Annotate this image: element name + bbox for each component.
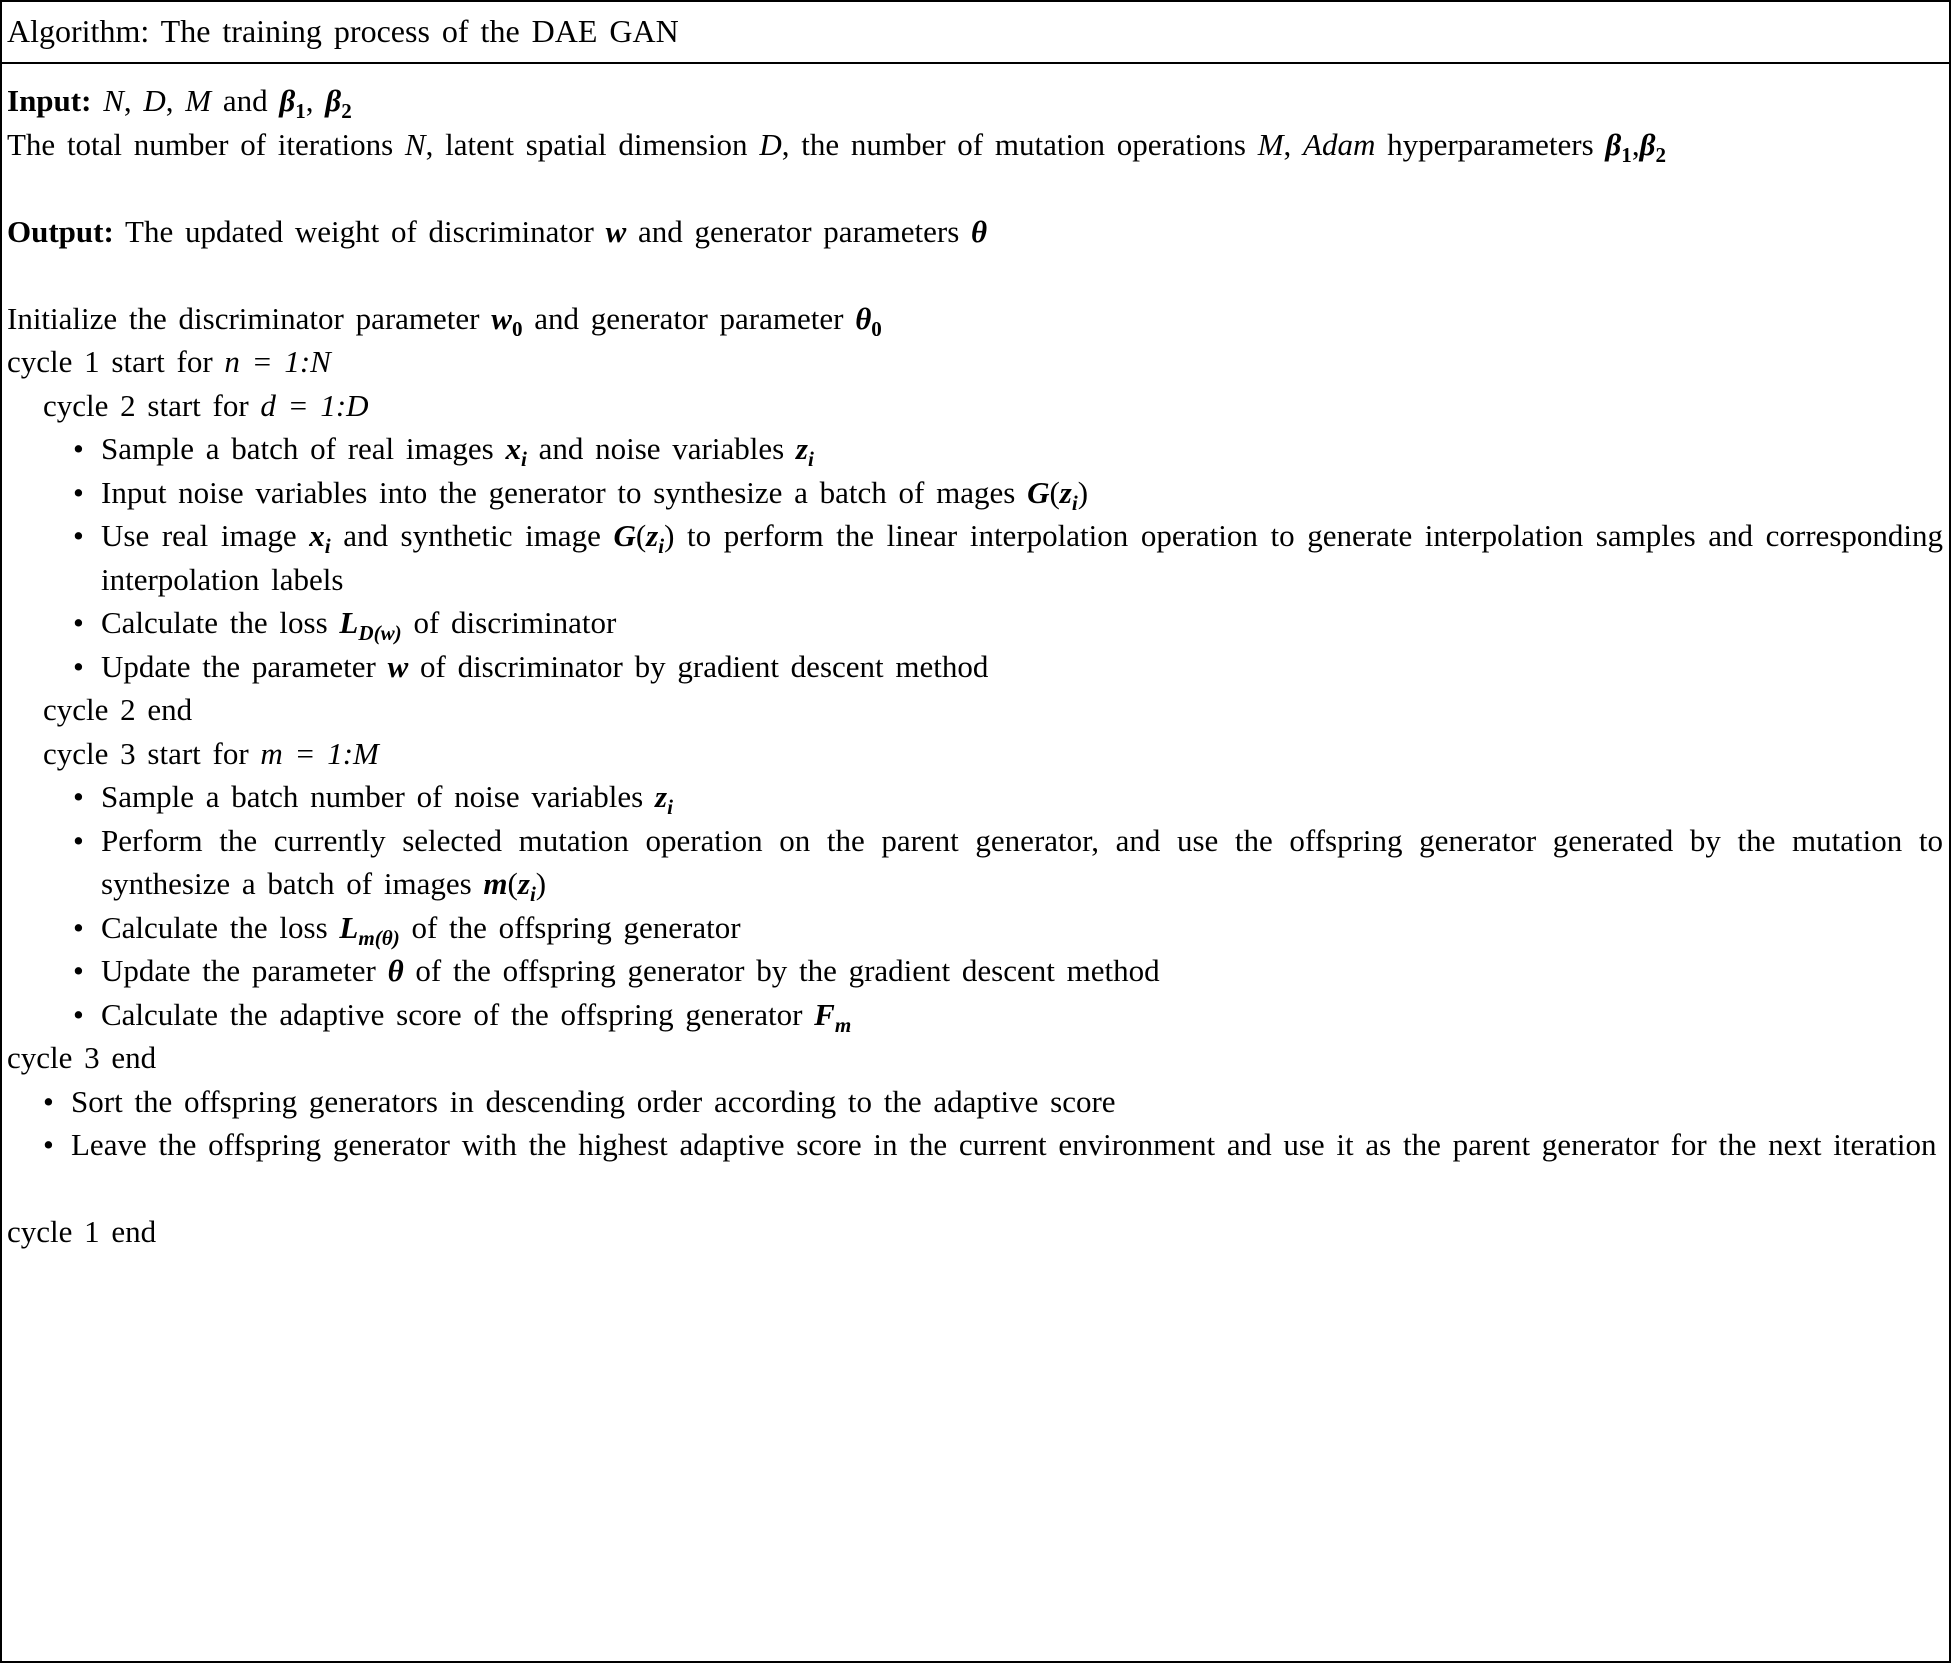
algorithm-line [7,1210,1943,1254]
text-segment: of discriminator [401,605,617,640]
text-segment: z [646,518,659,553]
text-segment: cycle 2 end [43,692,193,727]
line-text [101,601,1943,645]
text-segment: β [1605,126,1622,162]
algorithm-line [7,775,1943,819]
text-segment: cycle 3 start for [43,735,261,771]
text-segment: Adam [1303,126,1376,162]
text-segment [91,83,103,118]
line-text [101,949,1943,993]
text-segment: Calculate the loss [101,909,340,945]
bullet-icon: • [73,474,84,510]
text-segment: , [1283,126,1304,162]
text-segment: ( [635,518,647,553]
text-segment: x [309,518,325,553]
text-segment: Sort the offspring generators in descending order according to the adaptive score [71,1083,1116,1119]
text-segment: ) to perform the linear interpolation operation to generate interpolation samples and corresponding interpolation labels [101,518,1943,597]
line-text [101,906,1943,950]
text-segment: Calculate the loss [101,605,340,640]
text-segment: D [143,83,166,118]
algorithm-line [7,297,1943,341]
bullet-icon: • [73,996,84,1032]
text-segment: i [529,882,536,907]
algorithm-line [7,949,1943,993]
algorithm-line [7,688,1943,732]
algorithm-line [7,1123,1943,1167]
text-segment: i [324,534,331,559]
text-segment: Sample a batch number of noise variables [101,779,655,814]
algorithm-line [7,210,1943,254]
bullet-icon: • [43,1127,54,1162]
text-segment: ( [1049,474,1060,510]
text-segment: N [404,126,426,162]
algorithm-line [7,123,1943,167]
text-segment: m = 1:M [260,735,379,771]
text-segment: Sample a batch of real images [101,431,506,466]
text-segment: 0 [871,316,882,341]
algorithm-line [7,253,1943,297]
text-segment: N [103,83,124,118]
bullet-icon: • [73,953,84,988]
line-text [101,514,1943,601]
bullet-icon: • [43,1083,54,1119]
text-segment: i [808,447,814,472]
text-segment: m(θ) [358,925,400,950]
text-segment: and generator parameter [522,300,856,336]
text-segment: The total number of iterations [7,126,405,162]
text-segment: F [814,996,835,1032]
bullet-icon: • [73,605,84,640]
text-segment: The updated weight of discriminator [113,213,606,249]
text-segment: β [325,83,342,118]
text-segment: 2 [341,99,352,124]
text-segment: z [654,779,668,814]
text-segment: 0 [511,316,523,341]
algorithm-line [7,471,1943,515]
algorithm-line [7,79,1943,123]
text-segment: z [517,866,530,901]
text-segment: Leave the offspring generator with the highest adaptive score in the current environment and use it as the parent generator for the next iteration [71,1127,1937,1162]
text-segment: of the offspring generator [399,909,741,945]
algorithm-line [7,645,1943,689]
text-segment: z [795,431,808,466]
text-segment: , [305,83,326,118]
line-text [71,1123,1943,1167]
algorithm-line [7,993,1943,1037]
bullet-icon: • [73,822,84,858]
algorithm-line [7,1167,1943,1211]
bullet-icon: • [73,518,84,553]
text-segment: 1 [295,99,306,124]
algorithm-line [7,1080,1943,1124]
text-segment: i [1071,490,1078,515]
text-segment: n = 1:N [224,344,331,379]
text-segment: M [185,83,212,118]
algorithm-line [7,601,1943,645]
line-text [101,993,1943,1037]
line-text [101,471,1943,515]
text-segment: , [1631,126,1640,162]
text-segment: M [1257,126,1284,162]
algorithm-line [7,819,1943,906]
text-segment: x [505,431,521,466]
text-segment: Output: [7,213,114,249]
algorithm-title-row [2,2,1949,64]
bullet-icon: • [73,648,84,684]
bullet-icon: • [73,431,84,466]
text-segment: β [279,83,296,118]
text-segment: w [387,648,409,684]
text-segment: θ [387,953,404,988]
bullet-icon: • [73,909,84,945]
text-segment: i [520,447,527,472]
algorithm-line [7,166,1943,210]
text-segment: G [613,518,636,553]
text-segment: Perform the currently selected mutation operation on the parent generator, and use the offspring generator generated by the mutation to synthesize a batch of images [101,822,1943,901]
text-segment: Update the parameter [101,648,388,684]
text-segment: cycle 1 end [7,1214,157,1249]
algorithm-line [7,906,1943,950]
text-segment: w [491,300,512,336]
text-segment: D [759,126,782,162]
algorithm-title: Algorithm: The training process of the DAE GAN [7,13,679,49]
algorithm-line [7,340,1943,384]
text-segment: m [483,866,508,901]
line-text [101,645,1943,689]
text-segment: m [834,1012,852,1037]
text-segment: ( [507,866,518,901]
text-segment: i [658,534,665,559]
text-segment: w [605,213,627,249]
text-segment: ) [535,866,547,901]
algorithm-line [7,514,1943,601]
algorithm-line [7,427,1943,471]
text-segment: θ [971,213,988,249]
text-segment: hyperparameters [1375,126,1606,162]
text-segment: ) [1077,474,1089,510]
text-segment: D(w) [358,621,402,646]
text-segment: of the offspring generator by the gradient descent method [403,953,1160,988]
text-segment: , [123,83,144,118]
line-text [101,819,1943,906]
text-segment: Initialize the discriminator parameter [7,300,492,336]
text-segment: Calculate the adaptive score of the offspring generator [101,996,815,1032]
line-text [101,427,1943,471]
text-segment: of discriminator by gradient descent method [408,648,989,684]
text-segment: cycle 2 start for [43,387,261,423]
text-segment: 1 [1621,142,1632,167]
text-segment: and generator parameters [626,213,972,249]
text-segment: cycle 1 start for [7,344,225,379]
text-segment: cycle 3 end [7,1040,157,1075]
text-segment: 2 [1655,142,1667,167]
text-segment: z [1059,474,1072,510]
text-segment: Use real image [101,518,310,553]
text-segment: , [165,83,186,118]
text-segment: , the number of mutation operations [781,126,1258,162]
text-segment: d = 1:D [260,387,369,423]
text-segment: Input noise variables into the generator to synthesize a batch of mages [101,474,1028,510]
line-text [101,775,1943,819]
text-segment: and noise variables [526,431,796,466]
text-segment: L [339,909,359,945]
text-segment: , latent spatial dimension [425,126,760,162]
algorithm-body [2,64,1949,1254]
text-segment: and synthetic image [330,518,614,553]
algorithm-line [7,1036,1943,1080]
text-segment: and [211,83,280,118]
text-segment: Update the parameter [101,953,388,988]
text-segment: G [1027,474,1050,510]
text-segment: Input: [7,83,92,118]
text-segment: i [667,795,673,820]
bullet-icon: • [73,779,84,814]
algorithm-line [7,384,1943,428]
algorithm-line [7,732,1943,776]
line-text [71,1080,1943,1124]
text-segment: β [1639,126,1656,162]
text-segment: θ [855,300,872,336]
text-segment: L [339,605,359,640]
